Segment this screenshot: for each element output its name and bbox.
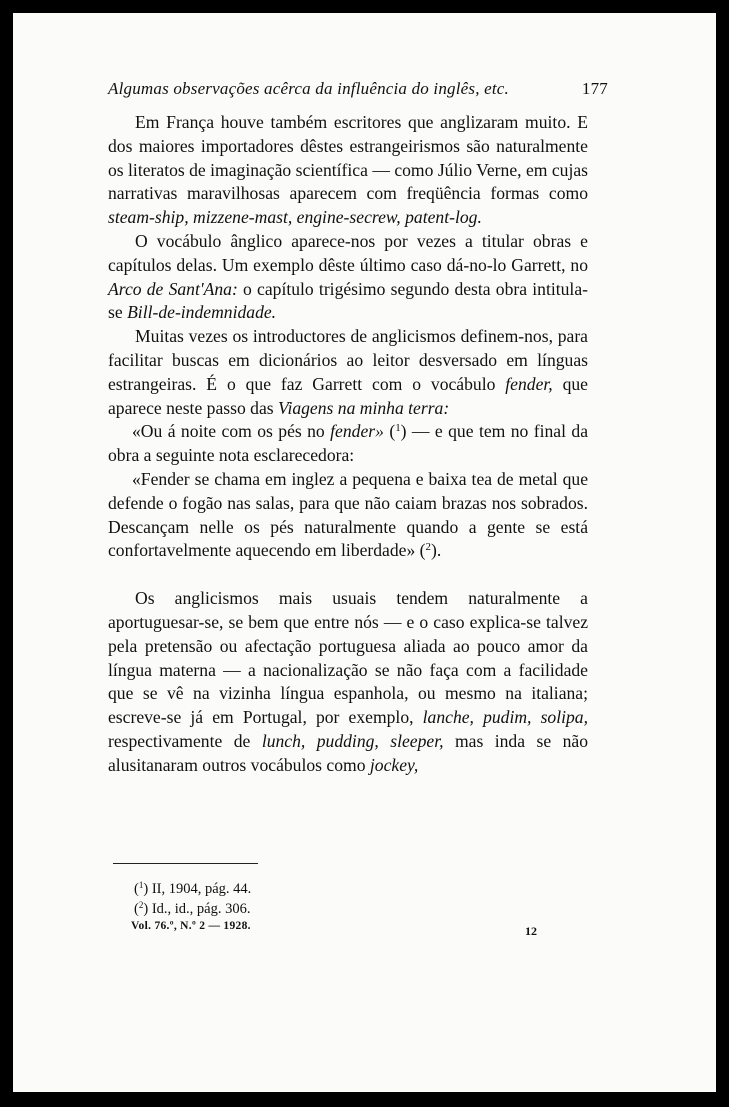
italic-term: engine-secrew, [296,207,401,228]
text-run: o capítulo trigésimo segundo desta obra intitula-se [108,278,588,323]
footnote-text: Id., id., pág. 306. [148,901,251,917]
paragraph-france [108,111,588,230]
text-run: ). [430,540,442,561]
text-run: respectivamente de [108,730,262,751]
italic-term: steam-ship, [108,207,189,228]
footnote-ref: 1 [395,422,401,435]
text-run: O vocábulo ânglico aparece-nos por vezes a titular obras e capítulos delas. Um exemplo dêste último caso dá-no-lo Garrett, no [108,230,588,275]
paragraph-titles [108,230,588,325]
paragraph-quote-note [108,468,588,563]
text-run: Em França houve também escritores que anglizaram muito. E dos maiores importadores dêstes estrangeirismos são naturalmente os literatos de imaginação scientífica — como Júlio Verne, em cujas narrativas maravilhosas aparecem com freqüência formas como [108,112,588,204]
italic-term: jockey, [369,754,419,775]
italic-term: lunch, pudding, sleeper, [261,730,444,751]
italic-term: lanche, pudim, solipa, [422,707,588,728]
footnote-mark: 2 [138,900,144,911]
sheet-number: 12 [525,924,537,938]
running-title: Algumas observações acêrca da influência do inglês, etc. [108,79,510,98]
italic-title: Viagens na minha terra: [278,397,450,418]
book-page [13,13,716,1092]
footnote-2: ($^2$) Id., id., pág. 306. [134,900,251,917]
footnote-divider [113,863,258,864]
text-run: mas inda se não alusitanaram outros vocábulos como [108,730,588,775]
italic-term: fender, [505,373,553,394]
text-run: «Fender se chama em inglez a pequena e baixa tea de metal que defende o fogão nas salas, para que não caiam brazas nos sobrados. Descançam nelle os pés naturalmente quando a gente se está confortavelmente aquecendo em liberdade» ( [108,468,588,561]
paragraph-anglicisms [108,587,588,777]
paragraph-definitions [108,325,588,420]
italic-term: fender» [330,421,384,442]
volume-signature: Vol. 76.º, N.º 2 — 1928. [131,920,251,932]
text-run: ( [383,421,396,442]
body-text [108,111,588,778]
page-header [108,79,608,109]
footnote-text: II, 1904, pág. 44. [148,881,252,897]
footnote-ref: 2 [425,541,431,554]
italic-title: Bill-de-indemnidade. [127,302,277,323]
footnotes [134,879,251,919]
text-run: ) — e que tem no final da obra a seguinte nota esclarecedora: [108,421,589,466]
italic-term: mizzene-mast, [193,207,293,228]
text-run: Os anglicismos mais usuais tendem naturalmente a aportuguesar-se, se bem que entre nós — e o caso explica-se talvez pela pretensão ou afectação portuguesa aliada ao pouco amor da língua materna — a nacionalização se não faça com a facilidade que se vê na vizinha língua espanhola, ou mesmo na italiana; escreve-se já em Portugal, por exemplo, [108,588,588,728]
italic-term: patent-log. [405,207,482,228]
text-run: «Ou á noite com os pés no [132,421,331,442]
footnote-mark: 1 [138,880,144,891]
paragraph-quote-fender [108,420,588,468]
page-number: 177 [581,79,608,98]
italic-title: Arco de Sant'Ana: [108,278,238,299]
text-run: Muitas vezes os introductores de anglicismos definem-nos, para facilitar buscas em dicionários ao leitor desversado em línguas estrangeiras. É o que faz Garrett com o vocábulo [108,326,588,394]
text-run: que aparece neste passo das [108,373,588,418]
footnote-1: ($^1$) II, 1904, pág. 44. [134,880,252,897]
